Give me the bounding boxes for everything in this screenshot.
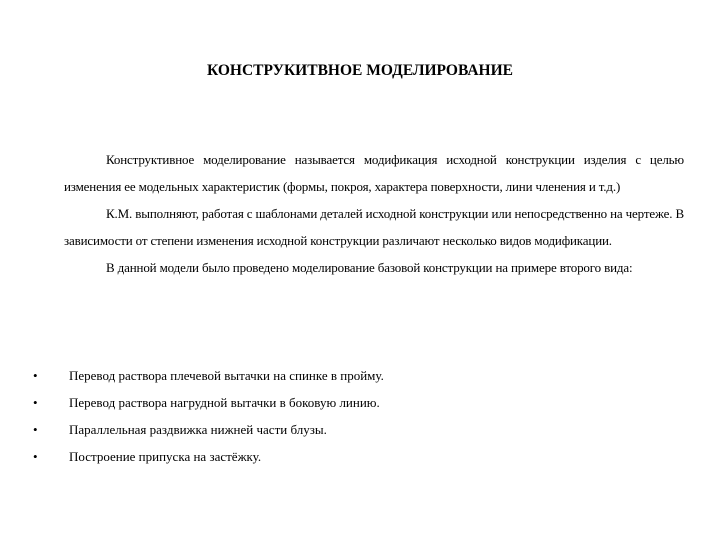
list-item xyxy=(0,416,720,443)
list-item-text: Перевод раствора нагрудной вытачки в боковую линию. xyxy=(69,395,380,410)
list-item-text: Параллельная раздвижка нижней части блузы. xyxy=(69,422,327,437)
list-item xyxy=(0,443,720,470)
paragraph-model-intro: В данной модели было проведено моделирование базовой конструкции на примере второго вида: xyxy=(106,260,633,275)
bullet-icon: • xyxy=(33,449,38,464)
modification-steps-list xyxy=(0,362,720,470)
paragraph-definition: Конструктивное моделирование называется модификация исходной конструкции изделия с целью изменения ее модельных характеристик (формы, покроя, характера поверхности, лини членения и т.д.) xyxy=(64,152,684,194)
list-item xyxy=(0,362,720,389)
list-item xyxy=(0,389,720,416)
list-item-text: Перевод раствора плечевой вытачки на спинке в пройму. xyxy=(69,368,384,383)
paragraph-methods: К.М. выполняют, работая с шаблонами деталей исходной конструкции или непосредственно на чертеже. В зависимости от степени изменения исходной конструкции различают несколько видов модификации. xyxy=(64,206,684,248)
document-title: КОНСТРУКИТВНОЕ МОДЕЛИРОВАНИЕ xyxy=(206,62,513,79)
list-item-text: Построение припуска на застёжку. xyxy=(69,449,262,464)
bullet-icon: • xyxy=(33,368,38,383)
bullet-icon: • xyxy=(33,395,38,410)
bullet-icon: • xyxy=(33,422,38,437)
document-body xyxy=(64,146,684,281)
